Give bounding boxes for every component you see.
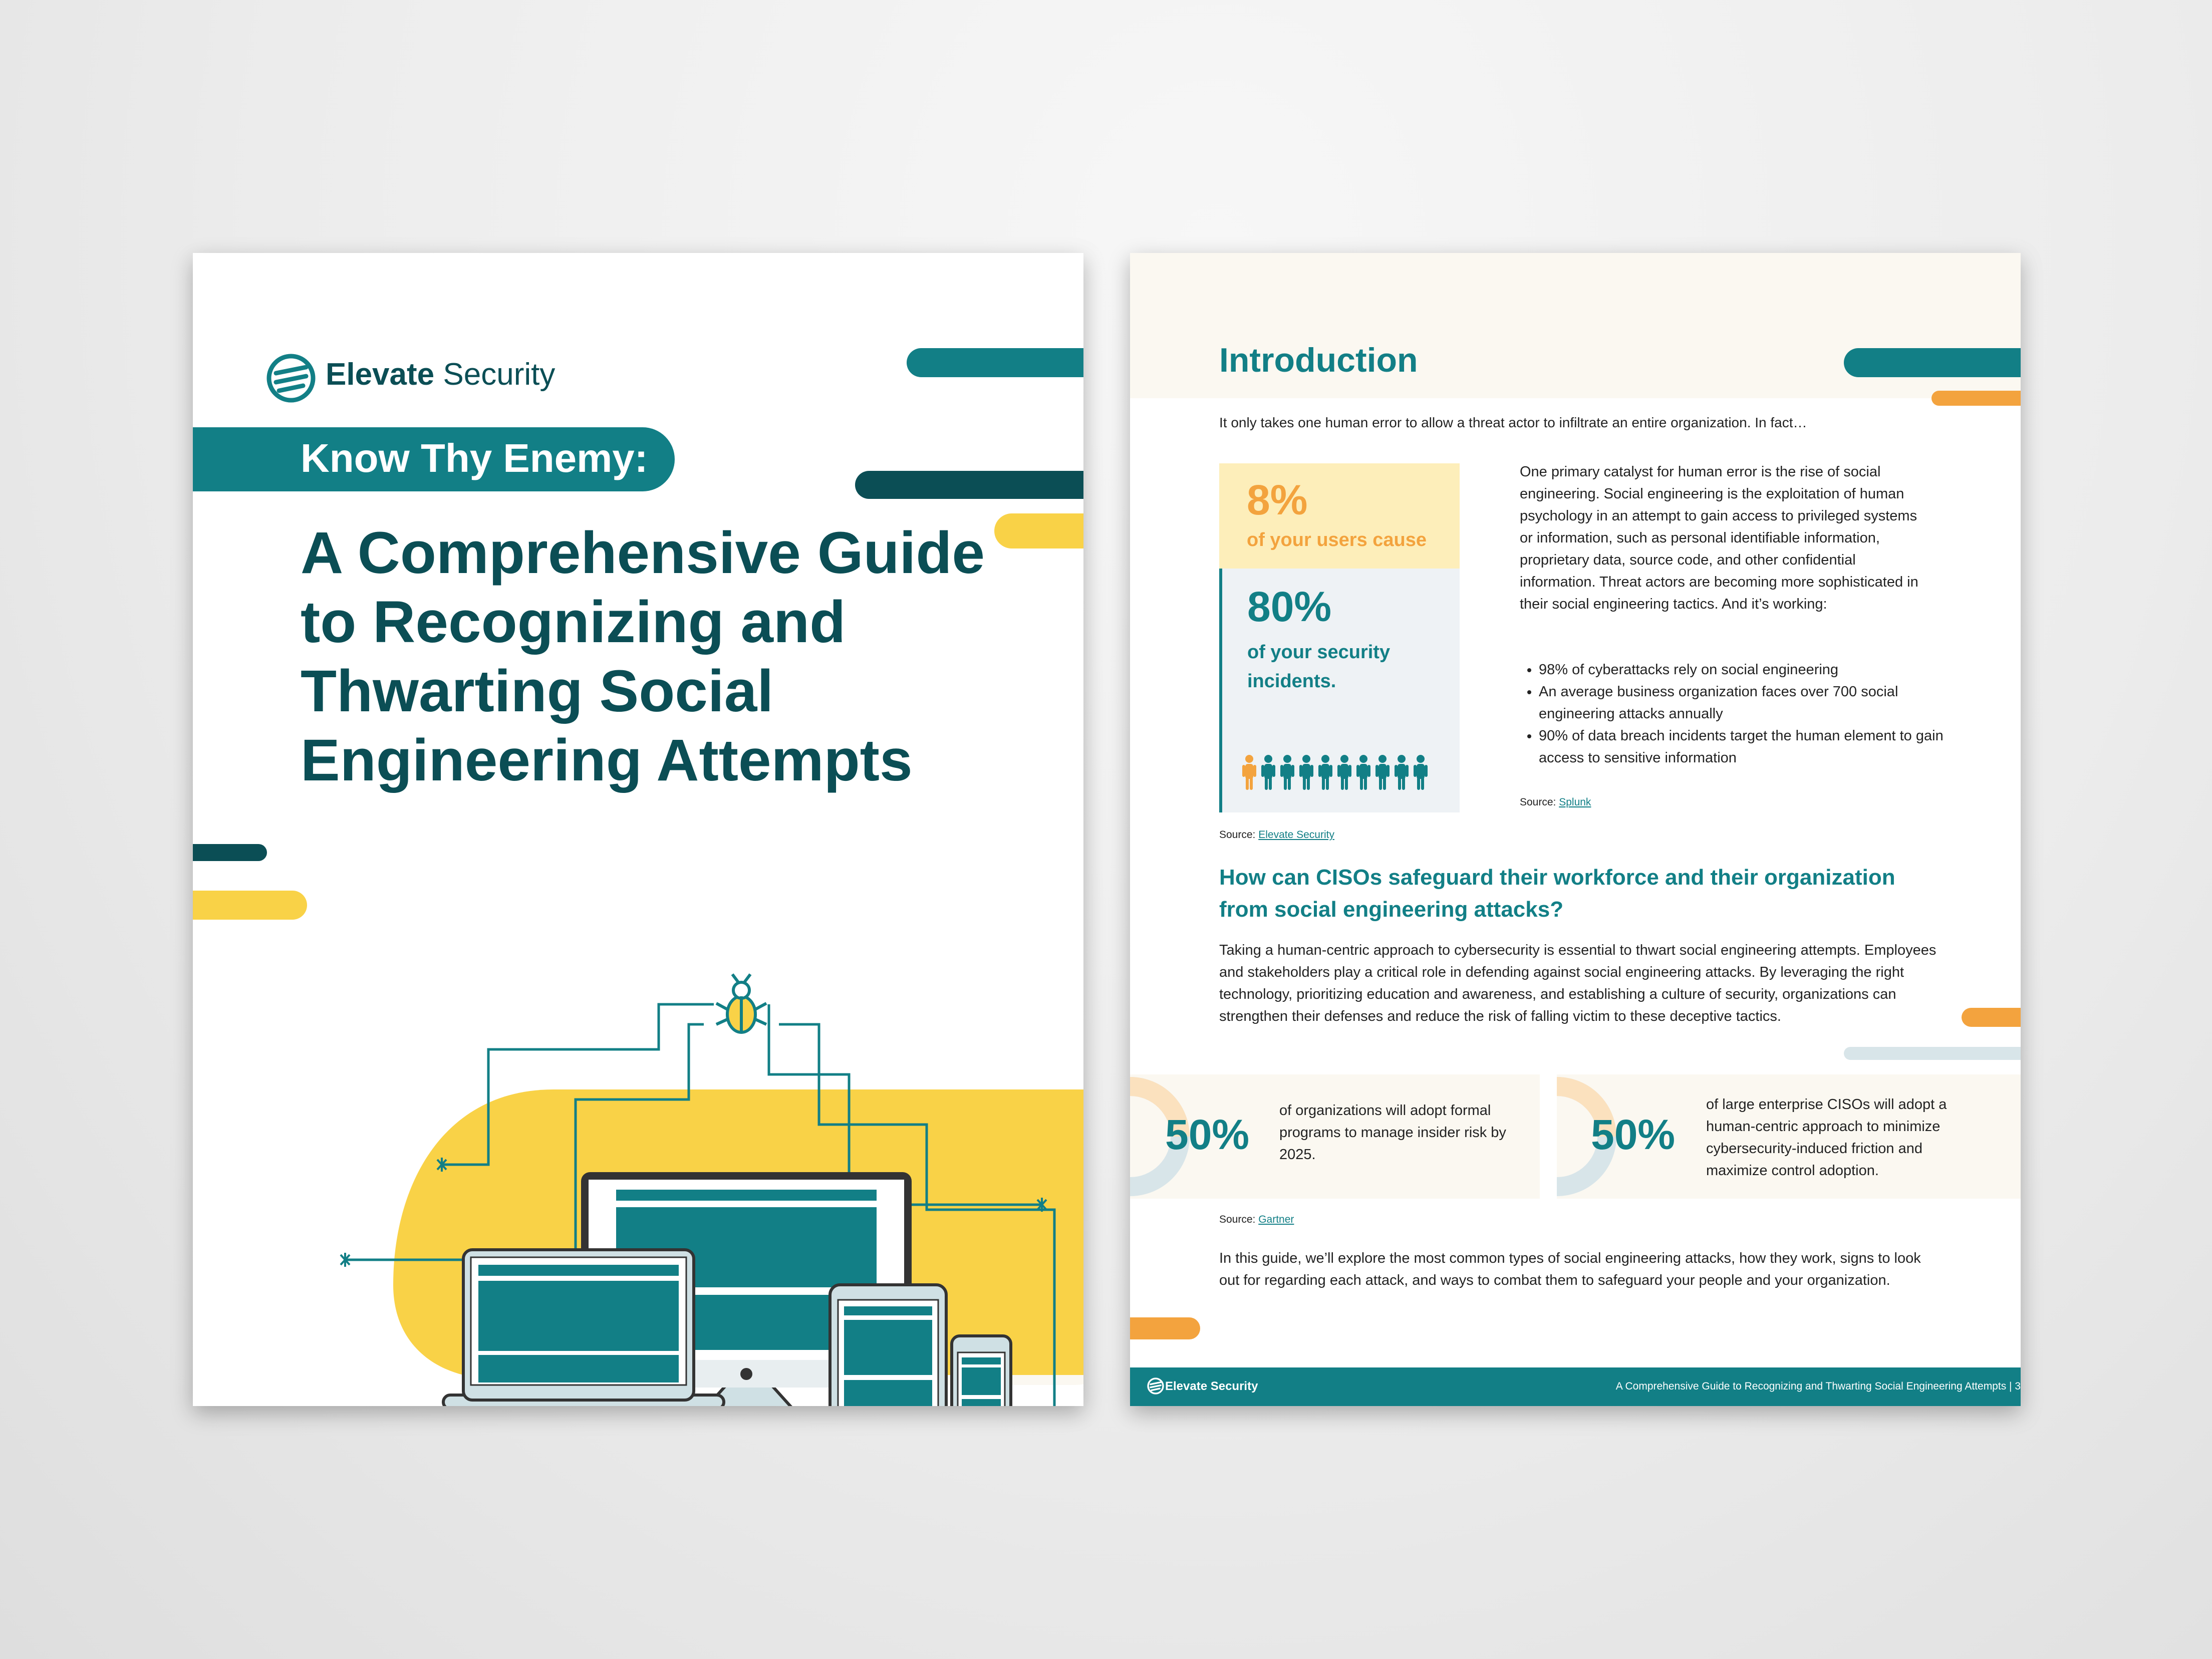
footer-title-page: A Comprehensive Guide to Recognizing and Thwarting Social Engineering Attempts | 3 (1615, 1380, 2021, 1392)
people-icon-row (1242, 754, 1443, 794)
devices-illustration (193, 904, 1083, 1406)
source-splunk: Source: Splunk (1520, 796, 1591, 808)
decor-pill (855, 471, 1083, 499)
stat-value-2: 50% (1591, 1111, 1676, 1158)
footer-brand: Elevate Security (1165, 1379, 1258, 1393)
intro-body: One primary catalyst for human error is the rise of social engineering. Social engineering is the exploitation of human psychology in an attempt to gain access to privileged systems or information, such as personal identifiable information, proprietary data, source code, and other confidential information. Threat actors are becoming more sophisticated in their social engineering tactics. And it’s working: (1520, 464, 1918, 612)
stat-text-bottom: of your security incidents. (1247, 642, 1391, 692)
stat-pct-80: 80% (1247, 583, 1332, 630)
source-link-splunk[interactable]: Splunk (1559, 796, 1591, 808)
approach-paragraph: Taking a human-centric approach to cybersecurity is essential to thwart social engineering attempts. Employees and stakeholders play a critical role in defending against social engineering attacks. By leveraging the right technology, prioritizing education and awareness, and establishing a culture of security, organizations can strengthen their defenses and reduce the risk of falling victim to these deceptive tactics. (1219, 942, 1937, 1024)
cover-title: A Comprehensive Guide to Recognizing and Thwarting Social Engineering Attempts (301, 520, 985, 793)
list-item: • 90% of data breach incidents target the human element to gain access to sensitive information (1539, 725, 1950, 769)
list-item: • 98% of cyberattacks rely on social engineering (1539, 659, 1950, 681)
stat-text-1: of organizations will adopt formal programs to manage insider risk by 2025. (1279, 1102, 1506, 1163)
section-subheading: How can CISOs safeguard their workforce and their organization from social engineering attacks? (1219, 865, 1895, 922)
elevate-logo-icon (1147, 1377, 1164, 1395)
stat-value-1: 50% (1165, 1111, 1250, 1158)
stat-card-2 (1557, 1074, 2021, 1199)
brand-name: Elevate Security (326, 357, 556, 392)
decor-pill (1844, 348, 2021, 377)
stat-text-top: of your users cause (1247, 529, 1427, 550)
page-footer (1130, 1367, 2021, 1406)
banner-text: Know Thy Enemy: (301, 436, 648, 480)
closing-paragraph: In this guide, we’ll explore the most common types of social engineering attacks, how they work, signs to look out for regarding each attack, and ways to combat them to safeguard your people and your organization. (1219, 1250, 1921, 1288)
cover-page (193, 253, 1083, 1406)
decor-pill (1962, 1008, 2021, 1027)
elevate-logo-icon (266, 353, 316, 403)
stat-text-2: of large enterprise CISOs will adopt a human-centric approach to minimize cybersecurity-induced friction and maximize control adoption. (1706, 1096, 1947, 1179)
source-link-elevate[interactable]: Elevate Security (1258, 829, 1334, 841)
stat-box-top (1219, 463, 1460, 569)
decor-pill (1931, 391, 2021, 406)
source-elevate: Source: Elevate Security (1219, 829, 1334, 841)
decor-pill (907, 348, 1083, 377)
decor-pill (1130, 1317, 1200, 1339)
stat-pct-8: 8% (1247, 476, 1308, 523)
decor-pill (1844, 1047, 2021, 1060)
stats-bullet-list (1520, 659, 1950, 769)
source-link-gartner[interactable]: Gartner (1258, 1214, 1294, 1225)
stat-box-bottom (1219, 569, 1460, 812)
source-gartner: Source: Gartner (1219, 1214, 1294, 1225)
decor-pill (193, 844, 267, 861)
list-item: • An average business organization faces over 700 social engineering attacks annually (1539, 681, 1950, 725)
section-title: Introduction (1219, 341, 1418, 379)
cover-banner (193, 427, 675, 491)
intro-line: It only takes one human error to allow a threat actor to infiltrate an entire organization. In fact… (1219, 415, 1807, 430)
stat-card-1 (1130, 1074, 1540, 1199)
inner-page (1130, 253, 2021, 1406)
